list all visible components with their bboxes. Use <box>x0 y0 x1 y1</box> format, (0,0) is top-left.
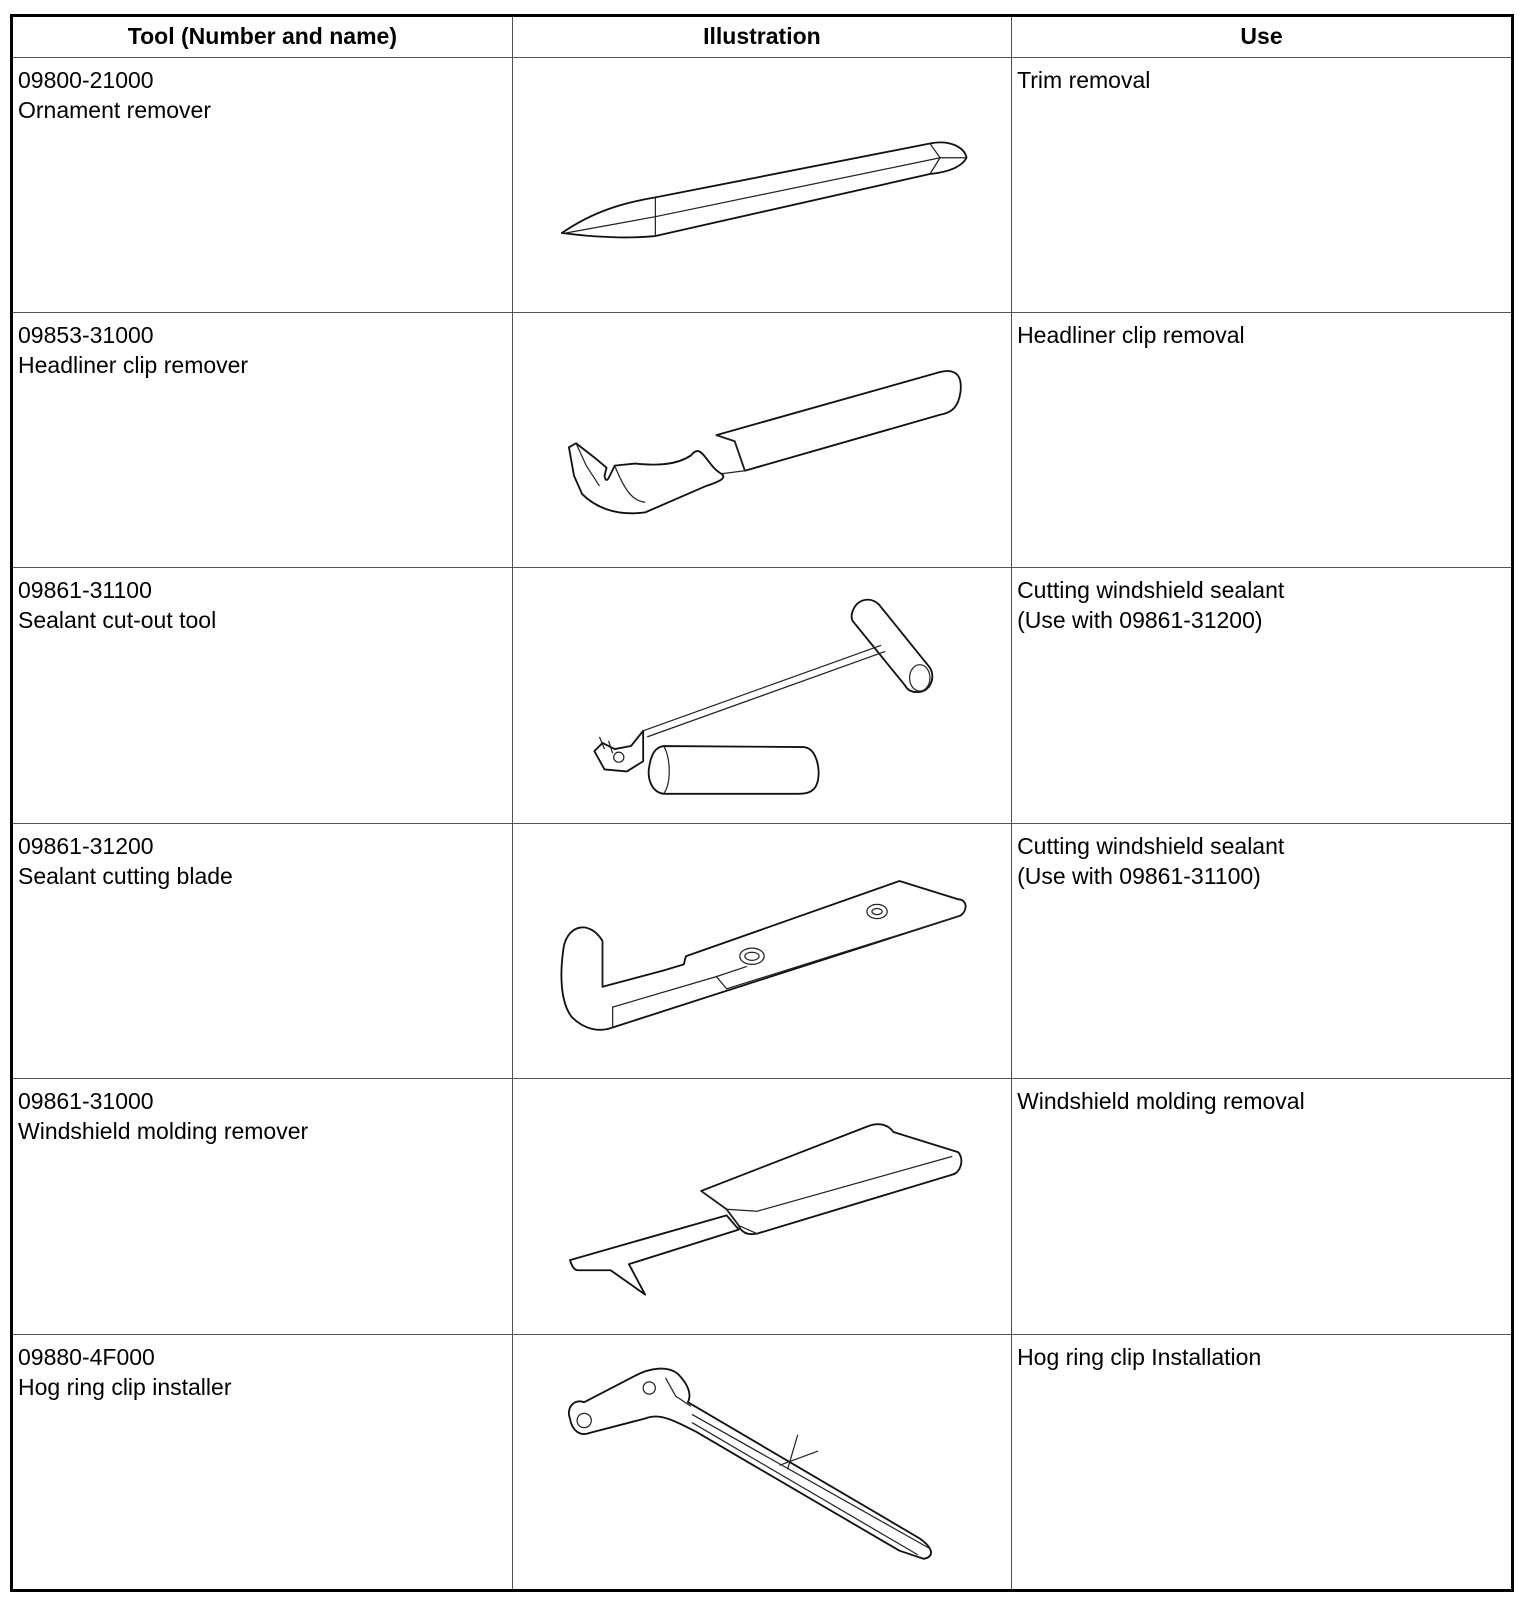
illustration-cell <box>512 1334 1011 1589</box>
tool-name: Windshield molding remover <box>18 1118 309 1145</box>
windshield-molding-remover-icon <box>513 1079 1011 1333</box>
header-illustration: Illustration <box>512 17 1011 57</box>
table-row <box>13 313 1511 568</box>
header-tool: Tool (Number and name) <box>13 17 512 57</box>
headliner-clip-remover-icon <box>513 313 1011 567</box>
table-row <box>13 823 1511 1078</box>
table-row <box>13 568 1511 823</box>
use-text: Trim removal <box>1017 66 1151 93</box>
tool-number: 09861-31000 <box>18 1088 154 1115</box>
tool-name: Hog ring clip installer <box>18 1373 232 1400</box>
use-cell <box>1012 57 1511 312</box>
table-header-row <box>13 17 1511 57</box>
use-cell <box>1012 313 1511 568</box>
special-tools-table <box>13 17 1511 1589</box>
ornament-remover-icon <box>513 58 1011 312</box>
illustration-cell <box>512 823 1011 1078</box>
tool-cell <box>13 1334 512 1589</box>
tool-number: 09853-31000 <box>18 322 154 349</box>
special-tools-sheet <box>10 14 1514 1592</box>
use-text: Hog ring clip Installation <box>1017 1343 1262 1370</box>
use-note: (Use with 09861-31200) <box>1017 607 1263 634</box>
table-row <box>13 57 1511 312</box>
tool-number: 09880-4F000 <box>18 1343 155 1370</box>
hog-ring-clip-installer-icon <box>513 1335 1011 1589</box>
use-cell <box>1012 1334 1511 1589</box>
tool-number: 09861-31100 <box>18 577 152 604</box>
tool-cell <box>13 313 512 568</box>
tool-name: Sealant cutting blade <box>18 862 233 889</box>
table-row <box>13 1334 1511 1589</box>
use-cell <box>1012 823 1511 1078</box>
tool-number: 09861-31200 <box>18 832 154 859</box>
tool-cell <box>13 823 512 1078</box>
tool-name: Ornament remover <box>18 96 212 123</box>
table-row <box>13 1079 1511 1334</box>
illustration-cell <box>512 313 1011 568</box>
use-cell <box>1012 568 1511 823</box>
use-text: Windshield molding removal <box>1017 1088 1305 1115</box>
use-text: Cutting windshield sealant <box>1017 577 1285 604</box>
tool-number: 09800-21000 <box>18 66 154 93</box>
illustration-cell <box>512 568 1011 823</box>
header-use: Use <box>1012 17 1511 57</box>
tool-cell <box>13 57 512 312</box>
illustration-cell <box>512 1079 1011 1334</box>
tool-name: Sealant cut-out tool <box>18 607 217 634</box>
tool-cell <box>13 1079 512 1334</box>
tool-cell <box>13 568 512 823</box>
use-text: Cutting windshield sealant <box>1017 832 1285 859</box>
sealant-cutting-blade-icon <box>513 824 1011 1078</box>
illustration-cell <box>512 57 1011 312</box>
tool-name: Headliner clip remover <box>18 352 249 379</box>
use-text: Headliner clip removal <box>1017 322 1245 349</box>
use-note: (Use with 09861-31100) <box>1017 862 1261 889</box>
sealant-cut-out-tool-icon <box>513 568 1011 822</box>
use-cell <box>1012 1079 1511 1334</box>
